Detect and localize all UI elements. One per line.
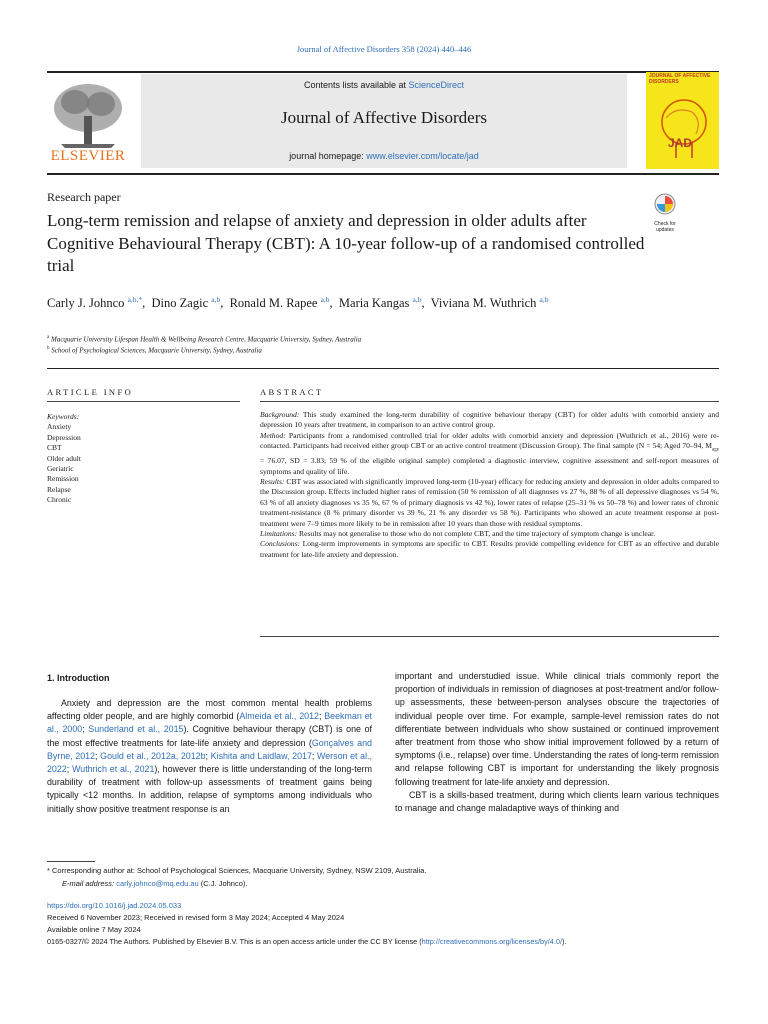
license-line: 0165-0327/© 2024 The Authors. Published by Elsevier B.V. This is an open access article under the CC BY license (http://creativecommons.org/licenses/by/4.0/). — [47, 937, 567, 946]
footnote-divider — [47, 861, 95, 862]
divider — [47, 401, 240, 402]
cover-title: JOURNAL OF AFFECTIVE DISORDERS — [649, 73, 711, 85]
keyword[interactable]: Relapse — [47, 484, 71, 494]
journal-cover-thumbnail[interactable] — [646, 72, 719, 169]
affiliation: $^b$ School of Psychological Sciences, Macquarie University, Sydney, Australia — [47, 346, 262, 355]
keyword[interactable]: Anxiety — [47, 422, 72, 432]
abstract-body — [260, 410, 719, 560]
keyword[interactable]: Older adult — [47, 453, 81, 463]
abstract-method: Method: Participants from a randomised controlled trial for older adults with comorbid anxiety and depression (Wuthrich et al., 2016) were re-contacted. Participants had received either group CBT or an active control treatment (Discussion Group). The final sample (N = 54; Aged 70–94, $M_{age} = 76.07$, SD = 3.83; 59 % of the eligible original sample) completed a diagnostic interview, cognitive assessment and self-report measures of symptoms and quality of life. — [260, 430, 719, 476]
paper-title: Long-term remission and relapse of anxiety and depression in older adults after Cognitive Behavioural Therapy (CBT): A 10-year follow-up of a randomised controlled trial — [47, 211, 645, 275]
abstract-limitations: Limitations: Results may not generalise to those who do not complete CBT, and the time trajectory of symptom change is unclear. — [260, 528, 656, 538]
contents-prefix: Contents lists available at — [303, 80, 409, 90]
doi-link[interactable]: https://doi.org/10.1016/j.jad.2024.05.033 — [47, 901, 182, 910]
intro-paragraph-2: important and understudied issue. While clinical trials commonly report the proportion of individuals in remission of diagnoses at post-treatment and/or follow-up assessments, these between-person analyses obscure the trajectories of individual people over time. For example, sample-level remission rates do not differentiate between individuals who show sustained or continued improvement after treatment from those who show initial improvement followed by a return of symptoms (i.e., relapse) over time. Understanding the rates of long-term remission and relapse following CBT is important for understanding the likely prognosis following treatment for late-life anxiety and depression. — [395, 671, 719, 787]
sciencedirect-link[interactable]: ScienceDirect — [408, 80, 465, 90]
keywords-label: Keywords: — [47, 412, 80, 421]
divider — [260, 401, 719, 402]
elsevier-logo[interactable] — [47, 78, 129, 166]
received-dates: Received 6 November 2023; Received in revised form 3 May 2024; Accepted 4 May 2024 — [47, 913, 345, 922]
homepage-line — [141, 151, 627, 161]
abstract-conclusions: Conclusions: Long-term improvements in symptoms are specific to CBT. Results provide compelling evidence for CBT as an effective and durable treatment for late-life anxiety and depression. — [260, 539, 719, 559]
badge-label: Check for updates — [654, 221, 676, 233]
email-line: E-mail address: carly.johnco@mq.edu.au (C.J. Johnco). — [62, 879, 248, 888]
homepage-prefix: journal homepage: — [289, 151, 367, 161]
section-heading-introduction: 1. Introduction — [47, 673, 110, 683]
keyword[interactable]: CBT — [47, 443, 62, 453]
author-list: Carly J. Johnco $^{a,b,*}$, Dino Zagic $^{a,b}$, Ronald M. Rapee $^{a,b}$, Maria Kangas $^{a,b}$, Viviana M. Wuthrich $^{a,b}$ — [47, 295, 549, 311]
reference-link[interactable]: Werson et al., 2022 — [47, 750, 372, 775]
reference-link[interactable]: Beekman et al., 2000 — [47, 711, 372, 735]
email-link[interactable]: carly.johnco@mq.edu.au — [116, 879, 199, 888]
intro-paragraph-3: CBT is a skills-based treatment, during which clients learn various techniques to manage and change maladaptive ways of thinking and — [395, 789, 719, 814]
reference-link[interactable]: Almeida et al., 2012 — [239, 711, 319, 722]
reference-link[interactable]: Gonçalves and Byrne, 2012 — [47, 737, 372, 761]
homepage-link[interactable]: www.elsevier.com/locate/jad — [366, 151, 479, 161]
contents-line — [141, 80, 627, 90]
intro-right-column — [395, 670, 719, 815]
check-for-updates-badge[interactable] — [648, 192, 682, 233]
reference-link[interactable]: Sunderland et al., 2015 — [88, 724, 184, 735]
corresponding-author-note: * Corresponding author at: School of Psychological Sciences, Macquarie University, Sydney, NSW 2109, Australia. — [47, 866, 427, 875]
abstract-results: Results: CBT was associated with significantly improved long-term (10-year) efficacy for reducing anxiety and depression in older adults compared to the Discussion group. Effects included higher rates of remission (50 % remission of all diagnoses vs 27 %, 88 % of all depressive diagnoses vs 54 %, 63 % of all anxiety diagnoses vs 35 %, 67 % of primary diagnosis vs 42 %), lower rates of relapse (25–31 % vs 50–78 %) and lower rates of chronic treatment-resistance (8 % primary disorder vs 39 %, 21 % any disorder vs 58 %). Participants who showed an acute treatment response at post-treatment were 7–9 times more likely to be in remission after 10 years than those with residual symptoms. — [260, 476, 719, 528]
article-info-heading: ARTICLE INFO — [47, 387, 134, 397]
cover-mark: JAD — [668, 136, 693, 150]
affiliation: $^a$ Macquarie University Lifespan Health & Wellbeing Research Centre, Macquarie University, Sydney, Australia — [47, 335, 362, 344]
divider — [47, 368, 719, 369]
divider — [260, 636, 719, 637]
author[interactable]: Ronald M. Rapee $^{a,b}$ — [229, 295, 330, 311]
intro-paragraph-1: Anxiety and depression are the most common mental health problems affecting older people, and are highly comorbid (Almeida et al., 2012; Beekman et al., 2000; Sunderland et al., 2015). Cognitive behaviour therapy (CBT) is one of the most effective treatments for late-life anxiety and depression (Gonçalves and Byrne, 2012; Gould et al., 2012a, 2012b; Kishita and Laidlaw, 2017; Werson et al., 2022; Wuthrich et al., 2021), however there is little understanding of the long-term durability of treatment with follow-up assessments of treatment gains being typically <12 months. In addition, relapse of symptoms among individuals who initially show positive treatment response is an — [47, 698, 373, 814]
intro-left-column — [47, 697, 372, 816]
reference-link[interactable]: Kishita and Laidlaw, 2017 — [210, 750, 312, 761]
online-date: Available online 7 May 2024 — [47, 925, 141, 934]
author[interactable]: Dino Zagic $^{a,b}$ — [151, 295, 221, 311]
author[interactable]: Maria Kangas $^{a,b}$ — [338, 295, 422, 311]
author[interactable]: Viviana M. Wuthrich $^{a,b}$ — [430, 295, 549, 311]
journal-title: Journal of Affective Disorders — [281, 108, 487, 127]
journal-citation[interactable]: Journal of Affective Disorders 358 (2024) 440–446 — [296, 44, 472, 54]
abstract-heading: ABSTRACT — [260, 387, 324, 397]
keywords-block — [47, 412, 81, 506]
keyword[interactable]: Geriatric — [47, 464, 74, 474]
author[interactable]: Carly J. Johnco $^{a,b,*}$ — [47, 295, 143, 311]
paper-type: Research paper — [47, 190, 121, 204]
keyword[interactable]: Chronic — [47, 495, 72, 505]
keyword[interactable]: Depression — [47, 432, 81, 442]
elsevier-wordmark: ELSEVIER — [50, 148, 126, 164]
abstract-background: Background: This study examined the long-term durability of cognitive behaviour therapy (CBT) for older adults with comorbid anxiety and depression 10 years after treatment, in comparison to an active control group. — [260, 410, 719, 430]
check-updates-icon — [648, 192, 682, 216]
cover-head-icon — [646, 72, 719, 169]
reference-link[interactable]: Gould et al., 2012a, 2012b — [100, 750, 206, 761]
keyword[interactable]: Remission — [47, 474, 79, 484]
reference-link[interactable]: Wuthrich et al., 2021 — [72, 764, 155, 775]
license-link[interactable]: http://creativecommons.org/licenses/by/4.0/ — [421, 937, 562, 946]
